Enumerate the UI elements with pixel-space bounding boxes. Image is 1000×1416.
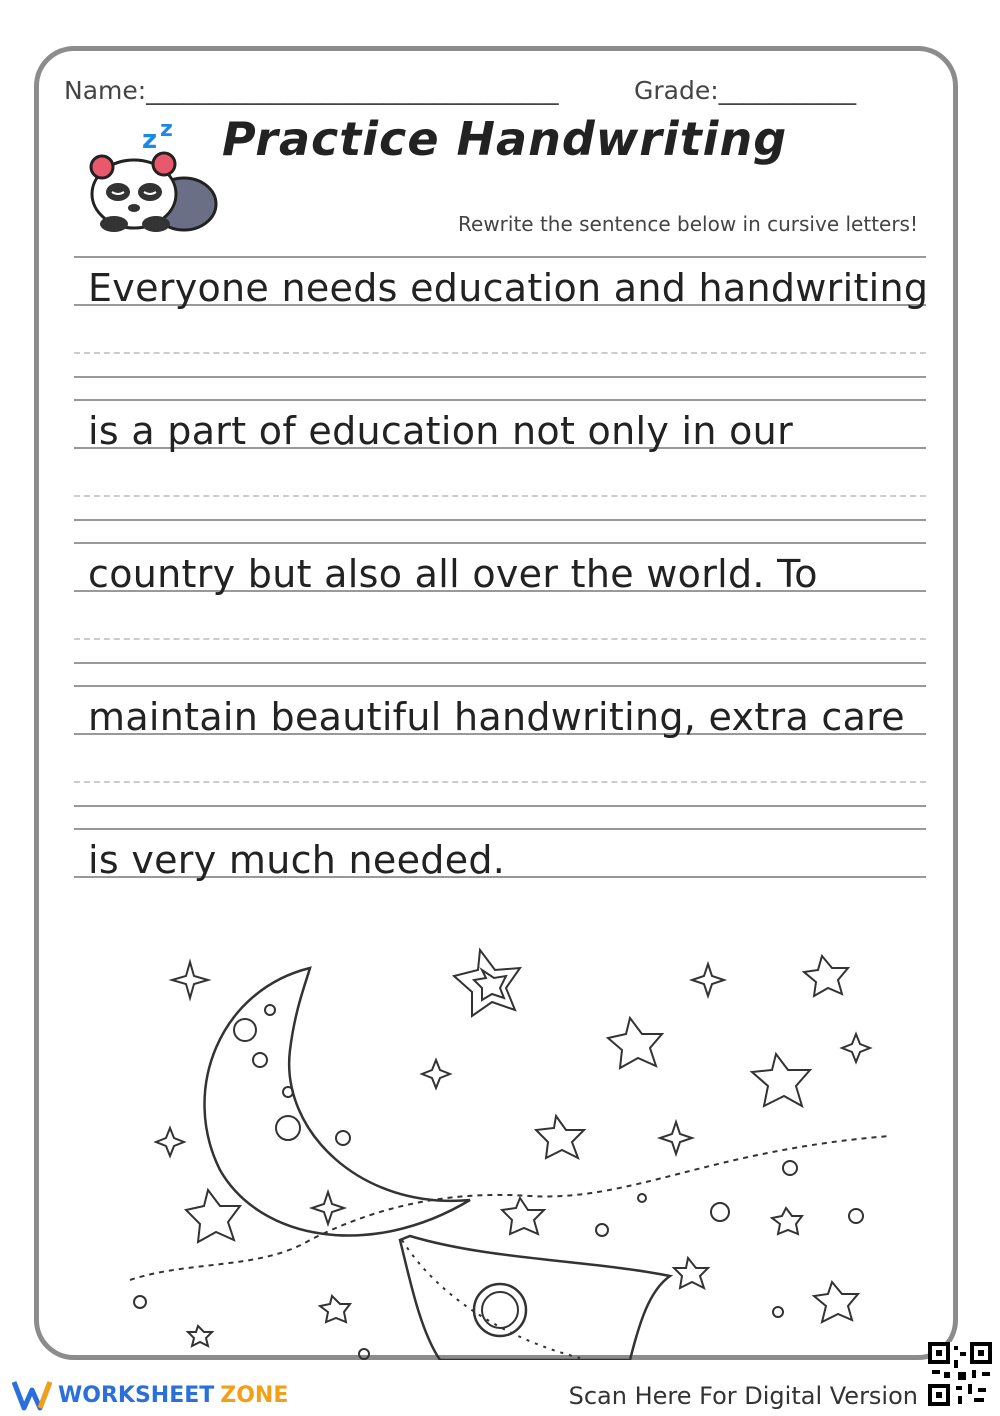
worksheetzone-logo-icon <box>12 1378 52 1412</box>
brand-name-part2: ZONE <box>220 1382 289 1408</box>
trace-sentence: maintain beautiful handwriting, extra care <box>88 695 905 739</box>
brand-logo[interactable] <box>12 1378 288 1412</box>
writing-row[interactable] <box>74 256 929 399</box>
scan-text: Scan Here For Digital Version <box>568 1382 918 1410</box>
svg-text:z: z <box>142 125 158 155</box>
grade-field[interactable]: Grade:___________ <box>634 76 857 105</box>
writing-row[interactable] <box>74 828 926 908</box>
moon-stars-rocket-illustration <box>110 940 910 1360</box>
qr-code-icon[interactable] <box>928 1342 992 1406</box>
svg-text:z: z <box>160 117 173 142</box>
handwriting-lines <box>74 256 929 908</box>
writing-row[interactable] <box>74 542 926 685</box>
trace-sentence: is very much needed. <box>88 838 506 882</box>
trace-sentence: Everyone needs education and handwriting <box>88 266 929 310</box>
sleeping-panda-icon <box>84 112 224 242</box>
trace-sentence: country but also all over the world. To <box>88 552 818 596</box>
trace-sentence: is a part of education not only in our <box>88 409 793 453</box>
instruction-text: Rewrite the sentence below in cursive letters! <box>458 212 918 236</box>
writing-row[interactable] <box>74 685 926 828</box>
brand-name-part1: WORKSHEET <box>58 1382 215 1408</box>
page-title: Practice Handwriting <box>222 112 788 166</box>
name-field[interactable]: Name:_________________________________ <box>64 76 559 105</box>
writing-row[interactable] <box>74 399 926 542</box>
